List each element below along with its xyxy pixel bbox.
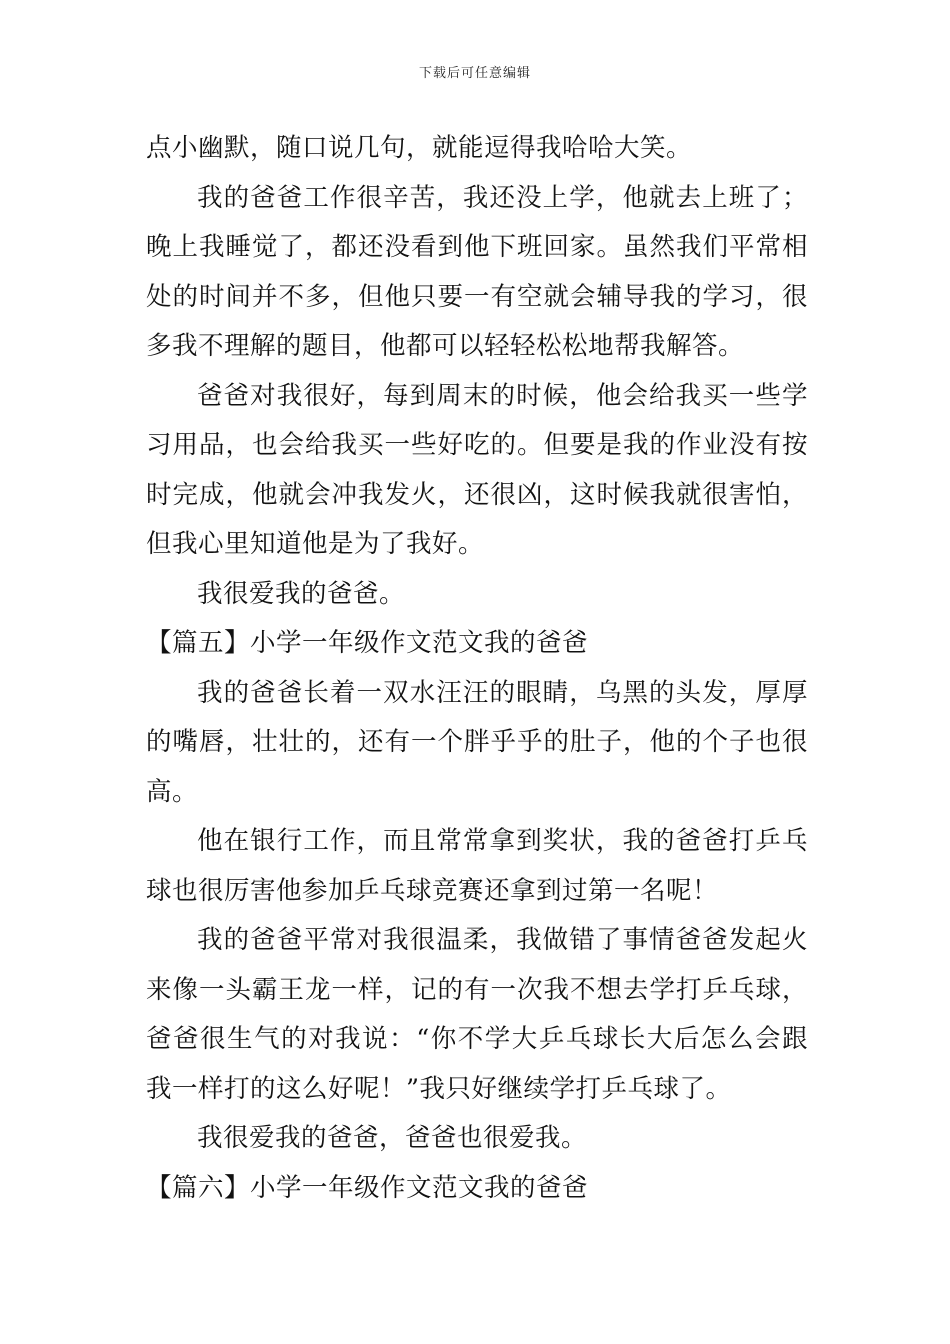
paragraph: 爸爸对我很好，每到周末的时候，他会给我买一些学习用品，也会给我买一些好吃的。但要是我的作业没有按时完成，他就会冲我发火，还很凶，这时候我就很害怕，但我心里知道他是为了我好。 <box>146 380 808 559</box>
document-body <box>146 124 808 1213</box>
paragraph: 他在银行工作，而且常常拿到奖状，我的爸爸打乒乓球也很厉害他参加乒乓球竞赛还拿到过第一名呢！ <box>146 826 808 906</box>
page-header: 下载后可任意编辑 <box>418 66 531 81</box>
paragraph: 我的爸爸工作很辛苦，我还没上学，他就去上班了；晚上我睡觉了，都还没看到他下班回家。虽然我们平常相处的时间并不多，但他只要一有空就会辅导我的学习，很多我不理解的题目，他都可以轻轻松松地帮我解答。 <box>146 182 808 361</box>
paragraph: 我的爸爸长着一双水汪汪的眼睛，乌黑的头发，厚厚的嘴唇，壮壮的，还有一个胖乎乎的肚子，他的个子也很高。 <box>146 677 808 807</box>
section-heading: 【篇五】小学一年级作文范文我的爸爸 <box>146 628 589 658</box>
paragraph-continuation: 点小幽默，随口说几句，就能逗得我哈哈大笑。 <box>146 133 693 163</box>
paragraph: 我的爸爸平常对我很温柔，我做错了事情爸爸发起火来像一头霸王龙一样，记的有一次我不想去学打乒乓球，爸爸很生气的对我说：“你不学大乒乓球长大后怎么会跟我一样打的这么好呢！”我只好继续学打乒乓球了。 <box>146 925 808 1104</box>
paragraph: 我很爱我的爸爸。 <box>197 578 406 609</box>
section-heading: 【篇六】小学一年级作文范文我的爸爸 <box>146 1172 589 1203</box>
paragraph: 我很爱我的爸爸，爸爸也很爱我。 <box>197 1123 588 1153</box>
